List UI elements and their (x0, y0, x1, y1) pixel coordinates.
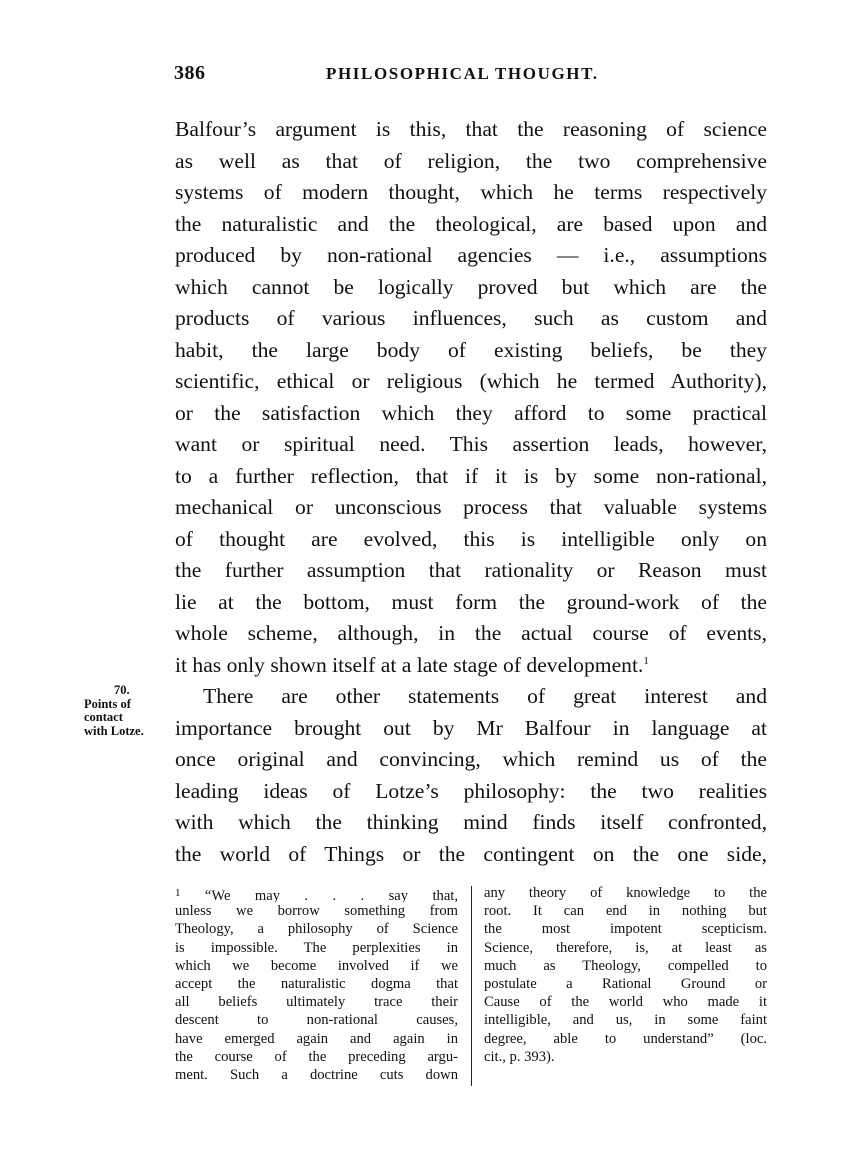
text-line: products of various influences, such as custom and (175, 306, 767, 330)
page-number: 386 (174, 62, 206, 84)
text-line: Balfour’s argument is this, that the reasoning of science (175, 117, 767, 141)
margin-note-number: 70. (114, 683, 130, 697)
footnote-line: postulate a Rational Ground or (484, 975, 767, 992)
text-line: of thought are evolved, this is intelligible only on (175, 526, 767, 551)
paragraph-start-line: There are other statements of great interest and (203, 684, 767, 708)
footnote-line: cit., p. 393). (484, 1048, 555, 1065)
text-line: once original and convincing, which remind us of the (175, 747, 767, 771)
footnote-reference: 1 (643, 654, 649, 667)
footnote-line: Science, therefore, is, at least as (484, 939, 767, 956)
footnote-line: the course of the preceding argu- (175, 1048, 458, 1065)
footnote-line: any theory of knowledge to the (484, 885, 767, 901)
text-line: with which the thinking mind finds itself confronted, (175, 810, 767, 834)
footnote-line: the most impotent scepticism. (484, 921, 767, 938)
footnotes (175, 884, 771, 1084)
text-line: scientific, ethical or religious (which he termed Authority), (175, 369, 767, 393)
text-line: leading ideas of Lotze’s philosophy: the two realities (175, 778, 767, 803)
running-title: PHILOSOPHICAL THOUGHT. (326, 64, 599, 83)
footnote-line-content: “We may . . . say that, (204, 888, 458, 903)
text-line: produced by non-rational agencies — i.e., assumptions (175, 243, 767, 267)
footnote-line: ment. Such a doctrine cuts down (175, 1066, 458, 1083)
footnote-column-divider (471, 886, 472, 1086)
footnote-line: is impossible. The perplexities in (175, 939, 458, 956)
footnote-line: accept the naturalistic dogma that (175, 975, 458, 992)
margin-note (84, 684, 174, 738)
text-line-content: it has only shown itself at a late stage of development. (175, 652, 644, 677)
text-line: which cannot be logically proved but which are the (175, 274, 767, 299)
text-line: the world of Things or the contingent on the one side, (175, 841, 767, 866)
text-line: the naturalistic and the theological, are based upon and (175, 211, 767, 236)
footnote-line: Cause of the world who made it (484, 994, 767, 1011)
text-line: the further assumption that rationality or Reason must (175, 558, 767, 582)
text-line: importance brought out by Mr Balfour in language at (175, 715, 767, 740)
text-line: mechanical or unconscious process that valuable systems (175, 495, 767, 519)
text-line: lie at the bottom, must form the ground-work of the (175, 589, 767, 614)
footnote-line: degree, able to understand” (loc. (484, 1030, 767, 1047)
margin-note-line: Points of (84, 696, 131, 711)
text-line-with-footnote (175, 650, 767, 682)
footnote-line: descent to non-rational causes, (175, 1012, 458, 1029)
footnote-line-first (175, 884, 458, 902)
margin-note-line: contact (84, 710, 123, 724)
footnote-marker: 1 (175, 887, 181, 899)
footnote-line: all beliefs ultimately trace their (175, 994, 458, 1011)
footnote-line: have emerged again and again in (175, 1030, 458, 1047)
text-line: systems of modern thought, which he terms respectively (175, 180, 767, 204)
margin-note-line: with Lotze. (84, 723, 144, 738)
footnote-line: root. It can end in nothing but (484, 903, 767, 920)
text-line: to a further reflection, that if it is by some non-rational, (175, 463, 767, 488)
footnote-line: unless we borrow something from (175, 903, 458, 920)
footnote-line: which we become involved if we (175, 957, 458, 974)
text-line: or the satisfaction which they afford to some practical (175, 400, 767, 425)
footnote-column-left (175, 884, 458, 1084)
text-line: want or spiritual need. This assertion leads, however, (175, 432, 767, 456)
text-line: habit, the large body of existing beliefs, be they (175, 337, 767, 362)
footnote-line: intelligible, and us, in some faint (484, 1012, 767, 1029)
page-header (174, 62, 770, 92)
text-line: whole scheme, although, in the actual course of events, (175, 621, 767, 645)
footnote-line: much as Theology, compelled to (484, 957, 767, 974)
text-line: as well as that of religion, the two comprehensive (175, 148, 767, 173)
footnote-column-right (484, 884, 767, 1066)
main-text (175, 114, 767, 870)
footnote-line: Theology, a philosophy of Science (175, 921, 458, 938)
